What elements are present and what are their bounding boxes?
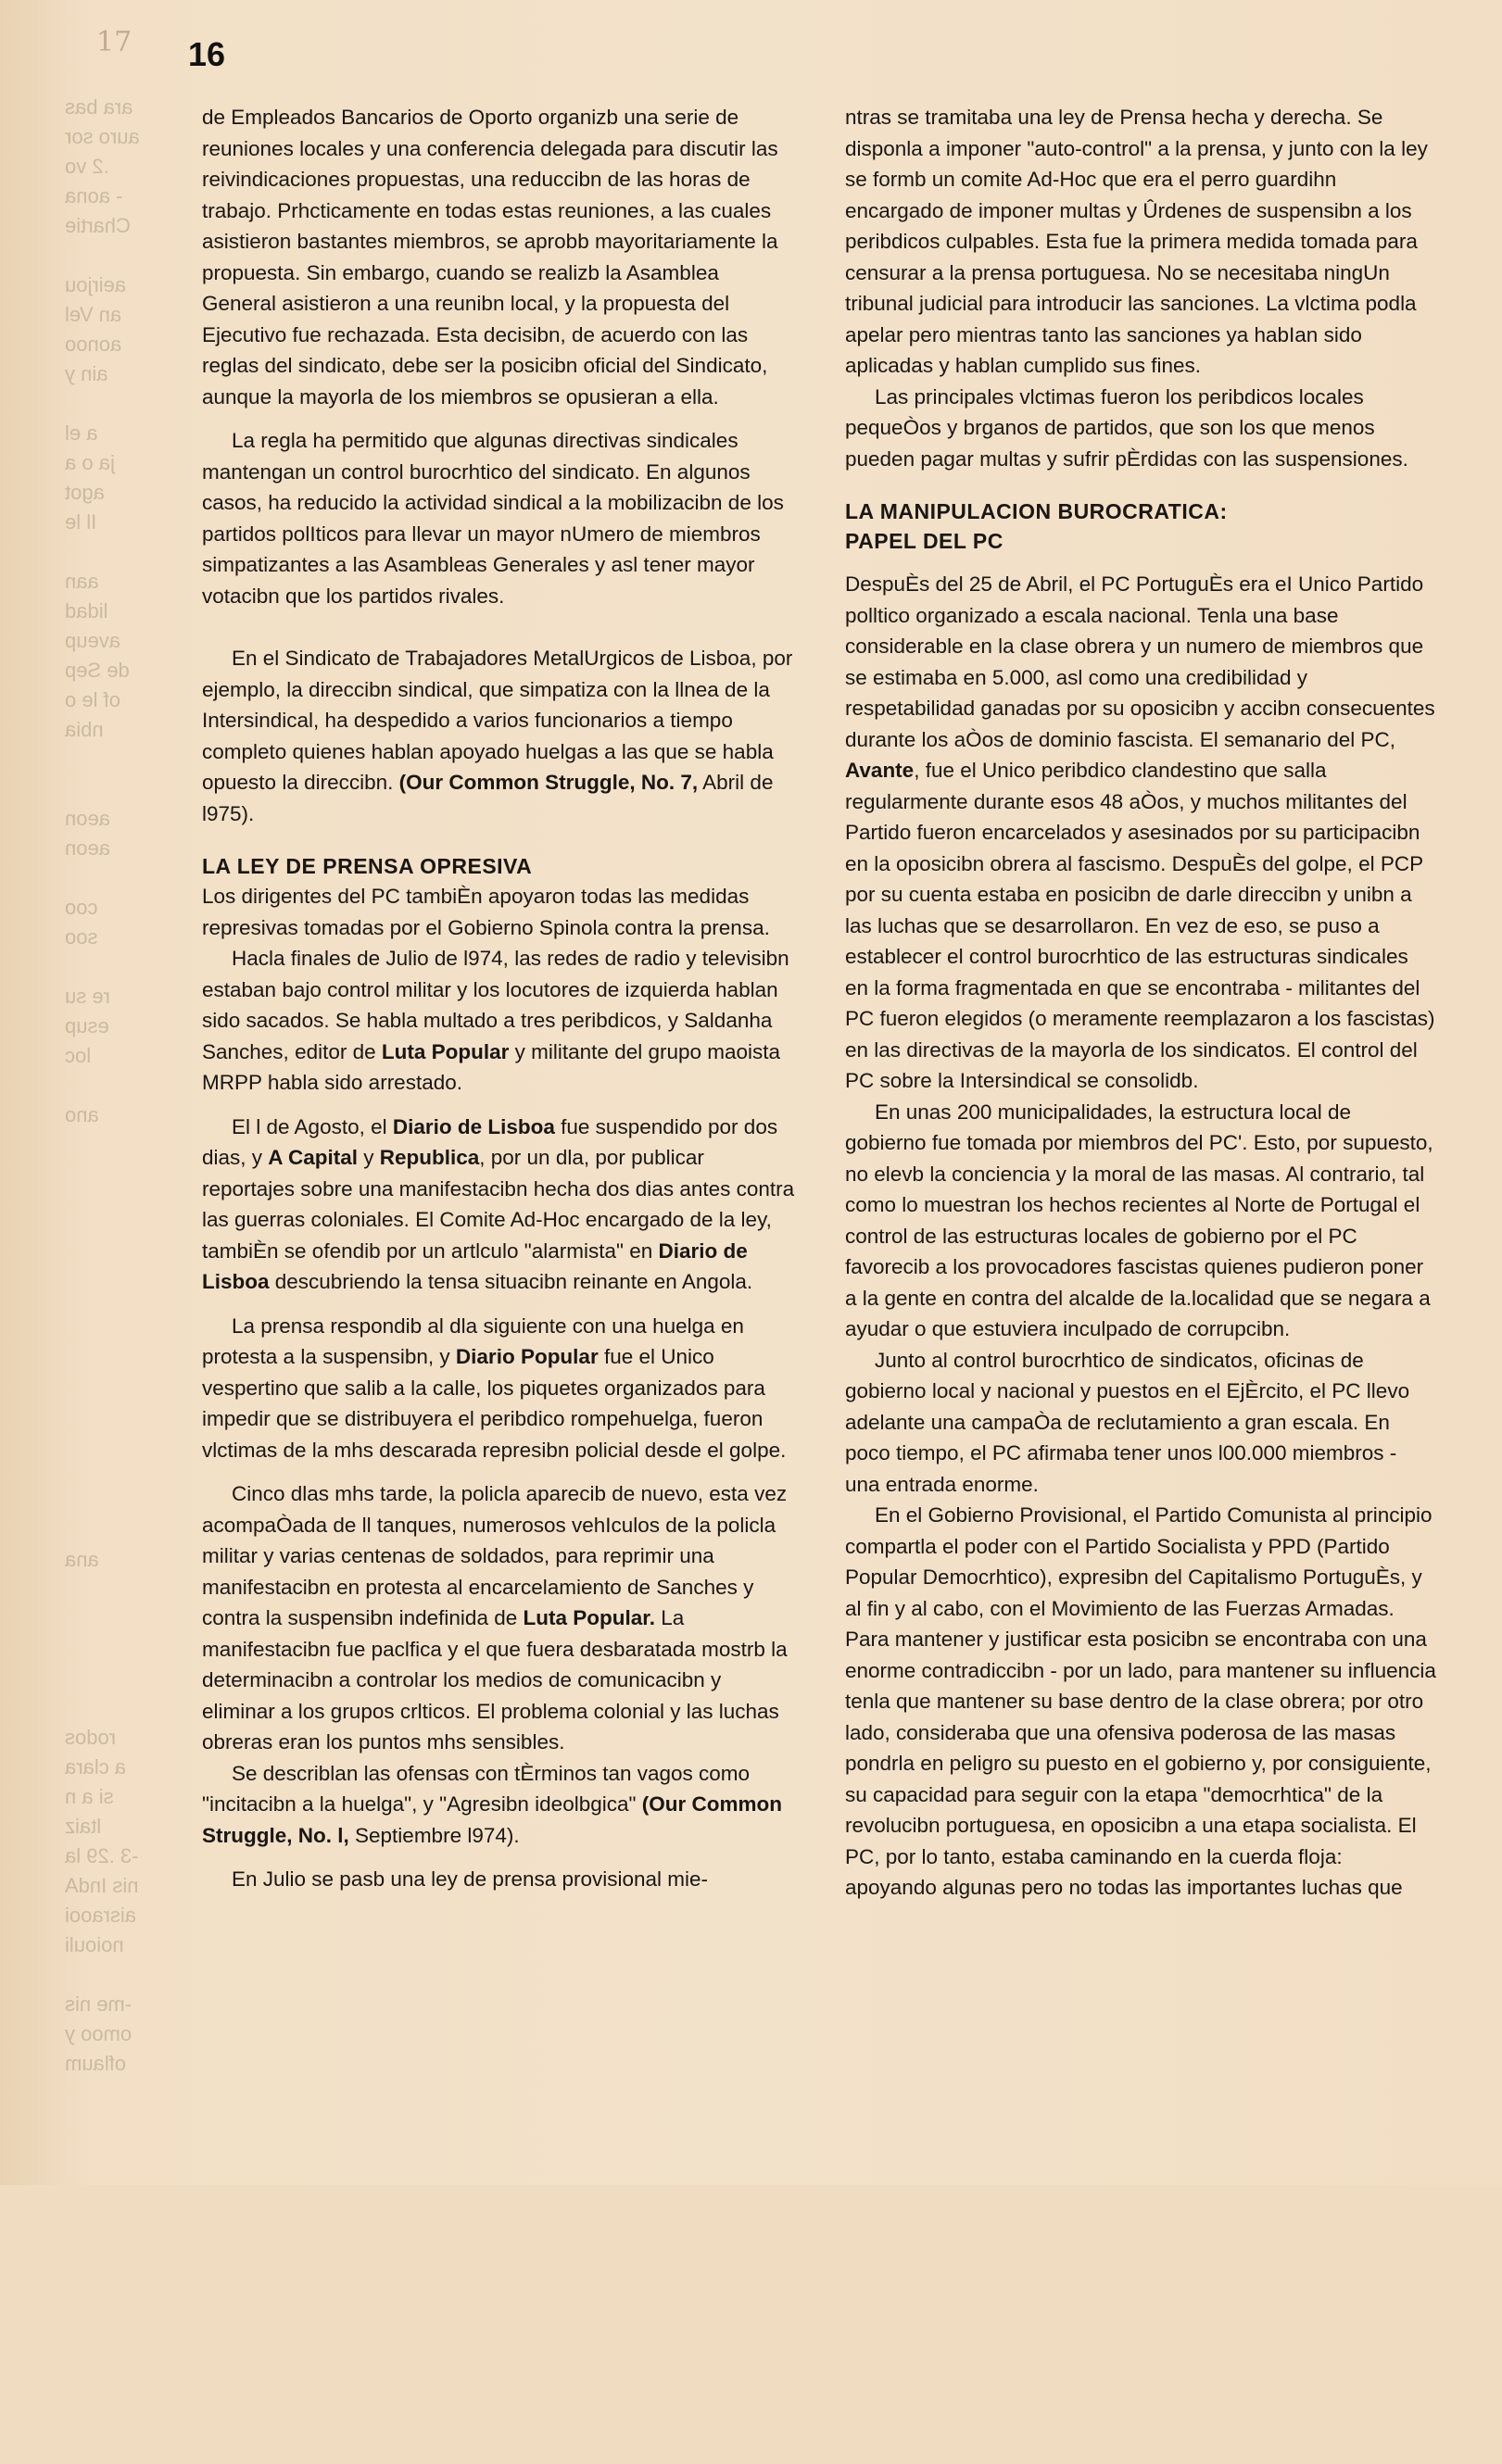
bleed-line: a el (65, 421, 98, 445)
paragraph (202, 425, 795, 611)
bold-run: Luta Popular (381, 1039, 510, 1063)
bleed-line (65, 1960, 176, 1990)
bleed-line: nis IndA (65, 1874, 139, 1897)
bleed-line (65, 1397, 176, 1427)
bleed-line: aveup (65, 629, 120, 652)
bleed-line: noiouli (65, 1933, 124, 1956)
text-run: Hacla finales de Julio de l974, las redes de radio y televisibn estaban bajo control militar y los locutores de izquierda hablan sido sacados. Se habla multado a tres peribdicos, y Saldanha Sanches, editor de (202, 947, 789, 1063)
bleed-line: auro sor (65, 125, 140, 148)
bleed-line (65, 389, 176, 419)
bleed-line: ja o a (65, 451, 115, 474)
bleed-line: aeon (65, 807, 110, 830)
bleed-line: -me nis (65, 1993, 133, 2016)
bleed-line (65, 2168, 176, 2197)
bleed-line (65, 2434, 176, 2464)
section-heading: LA LEY DE PRENSA OPRESIVA (202, 854, 533, 878)
bleed-line: lidad (65, 599, 108, 622)
bleed-line (65, 241, 176, 270)
bleed-line (65, 1486, 176, 1515)
bleed-line: ain y (65, 362, 108, 385)
text-run: En el Sindicato de Trabajadores MetalUrgicos de Lisboa, por ejemplo, la direccibn sindical, que simpatiza con la llnea de la Intersindical, ha despedido a varios funcionarios a tiempo completo quienes hablan apoyado huelgas a las que se habla opuesto la direccibn. (202, 647, 793, 794)
text-run: Las principales vlctimas fueron los peribdicos locales pequeÒos y brganos de partidos, que son los que menos pueden pagar multas y sufrir pÈrdidas con las suspensiones. (845, 384, 1408, 471)
bold-run: Luta Popular. (523, 1606, 656, 1629)
bleed-line (65, 2345, 176, 2375)
paragraph (202, 943, 795, 1099)
text-run: y militante del grupo maoista MRPP habla sido arrestado. (202, 1039, 781, 1094)
paragraph (845, 1345, 1436, 1501)
bleed-line: de Sep (65, 659, 130, 682)
text-run: ntras se tramitaba una ley de Prensa hecha y derecha. Se disponla a imponer "auto-control" a la prensa, y junto con la ley se formb un comite Ad-Hoc que era el perro guardihn encargado de imponer multas y Ûrdenes de suspensibn a los peribdicos culpables. Esta fue la primera medida tomada para censurar a la prensa portuguesa. No se necesitaba ningUn tribunal judicial para introducir las sanciones. La vlctima podla apelar pero mientras tanto las sanciones ya habIan sido aplicadas y hablan cumplido sus fines. (845, 106, 1428, 377)
text-run: Cinco dlas mhs tarde, la policla aparecib de nuevo, esta vez acompaÒada de ll tanques, numerosos vehIculos de la policla militar y varias centenas de soldados, para reprimir una manifestacibn en protesta al encarcelamiento de Sanches y contra la suspensibn indefinida de (202, 1482, 788, 1629)
bleed-line: soo (65, 925, 98, 949)
bleed-line (65, 2079, 176, 2108)
paragraph (202, 881, 795, 943)
bleed-line (65, 1515, 176, 1545)
bleed-line: aeon (65, 836, 110, 860)
bleed-line: Chartie (65, 214, 131, 237)
left-column (202, 102, 795, 1895)
paragraph (202, 1758, 795, 1852)
paragraph (202, 643, 795, 829)
page-number: 16 (188, 35, 226, 73)
paragraph (202, 102, 795, 412)
bleed-line: an Vel (65, 303, 122, 326)
bleed-line (65, 1575, 176, 1604)
bleed-line (65, 1664, 176, 1693)
text-run: La regla ha permitido que algunas directivas sindicales mantengan un control burocrhtico del sindicato. En algunos casos, ha reducido la actividad sindical a la mobilizacibn de los partidos polIticos para llevar un mayor nUmero de miembros simpatizantes a las Asambleas Generales y asl tener mayor votacibn que los partidos rivales. (202, 429, 784, 608)
bold-run: Diario de Lisboa (202, 1238, 748, 1293)
text-run: En unas 200 municipalidades, la estructura local de gobierno fue tomada por miembros del PC'. Esto, por supuesto, no elevb la conciencia y la moral de las masas. Al contrario, tal como lo muestran los hechos recientes al Norte de Portugal el control de las estructuras locales de gobierno por el PC favorecib a los provocadores fascistas quienes pudieron poner a la gente en contra del alcalde de la.localidad que se negara a ayudar o que estuviera inculpado de corrupcibn. (845, 1100, 1433, 1340)
bleed-line (65, 2375, 176, 2405)
text-run: El l de Agosto, el (232, 1114, 393, 1138)
text-run: DespuÈs del 25 de Abril, el PC PortuguÈs era eI Unico Partido polltico organizado a escala nacional. Tenla una base considerable en la clase obrera y un numero de miembros que se estimaba en 5.000, asl como una credibilidad y respetabilidad ganadas por su oposicibn y accibn consecuentes durante los aÒos de dominio fascista. El semanario del PC, (845, 572, 1435, 751)
bleed-line (65, 2405, 176, 2434)
bleed-line: omoo y (65, 2022, 133, 2045)
bleed-line (65, 1634, 176, 1664)
text-run: , por un dla, por publicar reportajes sobre una manifestacibn hecha dos dias antes contra las guerras coloniales. El Comite Ad-Hoc encargado de la ley, tambiÈn se ofendib por un artlculo "alarmista" en (202, 1146, 795, 1263)
bleed-line (65, 1189, 176, 1219)
bleed-line: re su (65, 985, 110, 1008)
bleed-line: aan (65, 570, 99, 593)
bleed-line (65, 2227, 176, 2257)
bleed-line: .2 vo (65, 155, 109, 178)
bleed-line (65, 1427, 176, 1456)
text-run: de Empleados Bancarios de Oporto organizb una serie de reuniones locales y una conferencia delegada para discutir las reivindicaciones propuestas, una reduccibn de las horas de trabajo. Prhcticamente en todas estas reuniones, a las cuales asistieron bastantes miembros, se aprobb mayoritariamente la propuesta. Sin embargo, cuando se realizb la Asamblea General asistieron a una reunibn local, y la propuesta del Ejecutivo fue rechazada. Esta decisibn, de acuerdo con las reglas del sindicato, debe ser la posicibn oficial del Sindicato, aunque la mayorla de los miembros se opusieran a ella. (202, 106, 778, 409)
scan-mark: 17 (96, 26, 133, 58)
text-run: Los dirigentes del PC tambiÈn apoyaron todas las medidas represivas tomadas por el Gobierno Spinola contra la prensa. (202, 885, 770, 939)
bold-run: Republica (379, 1146, 480, 1169)
bleed-line (65, 1219, 176, 1249)
bold-run: Diario Popular (455, 1345, 599, 1368)
text-run: La prensa respondib al dla siguiente con una huelga en protesta a la suspensibn, y (202, 1314, 744, 1368)
text-run: fue suspendido por dos dias, y (202, 1114, 778, 1169)
bold-run: A Capital (268, 1146, 358, 1169)
bleed-line (65, 952, 176, 982)
bleed-line: rodos (65, 1726, 117, 1749)
text-run: Abril de l975). (202, 771, 774, 825)
bleed-line (65, 774, 176, 804)
bleed-line: coo (65, 896, 98, 919)
bleed-line: -3 .29 la (65, 1844, 139, 1867)
bold-run: (Our Common Struggle, No. 7, (398, 771, 699, 794)
bleed-line: esup (65, 1014, 109, 1037)
bleed-line (65, 863, 176, 893)
bleed-line (65, 1604, 176, 1634)
bleed-line (65, 1130, 176, 1160)
bleed-line (65, 1693, 176, 1723)
paragraph (845, 102, 1436, 382)
bleed-line (65, 1367, 176, 1397)
paragraph (202, 1112, 795, 1298)
bleed-through-text (65, 93, 176, 2075)
bleed-line (65, 2138, 176, 2168)
text-run: Junto al control burocrhtico de sindicatos, oficinas de gobierno local y nacional y puestos en el EjÈrcito, el PC llevo adelante una campaÒa de reclutamiento a gran escala. En poco tiempo, el PC afirmaba tener unos l00.000 miembros - una entrada enorme. (845, 1348, 1410, 1496)
text-run: y (357, 1146, 380, 1169)
bleed-line: aeirjou (65, 273, 127, 296)
bleed-line: nbia (65, 718, 104, 741)
section-subheading: PAPEL DEL PC (845, 529, 1003, 553)
bleed-line: aonoo (65, 333, 122, 356)
paragraph (202, 1864, 795, 1895)
text-run: , fue el Unico peribdico clandestino que salla regularmente durante esos 48 aÒos, y muchos militantes del Partido fueron encarcelados y asesinados por su participacibn en la oposicibn obrera al fascismo. DespuÈs del golpe, el PCP por su cuenta estaba en posicibn de darle direccibn y unibn a las luchas que se desarrollaron. En vez de eso, se puso a establecer el control burocrhtico de las estructuras sindicales en la forma fragmentada en que se encontraba - militantes del PC fueron elegidos (o meramente reemplazaron a los fascistas) en las directivas de la mayorla de los sindicatos. El control del PC sobre la Intersindical se consolidb. (845, 759, 1435, 1092)
bleed-line: agot (65, 481, 105, 504)
bleed-line (65, 1308, 176, 1338)
bleed-line: aisraooi (65, 1904, 137, 1927)
text-run: fue el Unico vespertino que salib a la calle, los piquetes organizados para impedir que se distribuyera el peribdico rompehuelga, fueron vlctimas de la mhs descarada represibn policial desde el golpe. (202, 1345, 787, 1462)
bleed-line: Il le (65, 510, 97, 534)
paragraph (845, 382, 1436, 475)
right-column (845, 102, 1436, 1904)
paragraph (202, 1478, 795, 1758)
bleed-line (65, 1160, 176, 1189)
bleed-line: - aona (65, 184, 123, 207)
bleed-line (65, 1278, 176, 1308)
bleed-line: of le o (65, 688, 120, 711)
bleed-line (65, 2286, 176, 2316)
text-run: La manifestacibn fue paclfica y el que fuera desbaratada mostrb la determinacibn a controlar los medios de comunicacibn y eliminar a los grupos crlticos. El problema colonial y las luchas obreras eran los puntos mhs sensibles. (202, 1606, 788, 1754)
bleed-line: ltaiz (65, 1815, 102, 1838)
bleed-line: ano (65, 1103, 99, 1126)
paragraph (202, 1311, 795, 1466)
bleed-line (65, 1456, 176, 1486)
bleed-line: oflaum (65, 2052, 127, 2075)
text-run: descubriendo la tensa situacibn reinante en Angola. (269, 1270, 753, 1293)
paragraph (845, 1500, 1436, 1904)
bleed-line (65, 1249, 176, 1278)
bleed-line (65, 537, 176, 567)
bleed-line (65, 2316, 176, 2345)
text-run: En el Gobierno Provisional, el Partido Comunista al principio compartla el poder con el Partido Socialista y PPD (Partido Popular Democrhtico), expresibn del Capitalismo PortuguÈs, y al fin y al cabo, con el Movimiento de las Fuerzas Armadas. Para mantener y justificar esta posicibn se encontraba con una enorme contradiccibn - por un lado, para mantener su influencia tenla que mantener su base dentro de la clase obrera; por otro lado, consideraba que una ofensiva poderosa de las masas pondrla en peligro su puesto en el gobierno y, por consiguiente, su capacidad para seguir con la etapa "democrhtica" de la revolucibn portuguesa, en oposicibn a una etapa socialista. El PC, por lo tanto, estaba caminando en la cuerda floja: apoyando algunas pero no todas las importantes luchas que (845, 1503, 1436, 1899)
bleed-line (65, 1338, 176, 1367)
text-run: Se describlan las ofensas con tÈrminos tan vagos como "incitacibn a la huelga", y "Agresibn ideolbgica" (202, 1761, 751, 1816)
text-run: En Julio se pasb una ley de prensa provisional mie- (232, 1867, 709, 1891)
bleed-line: ara bas (65, 95, 133, 119)
text-run: Septiembre l974). (348, 1823, 520, 1847)
bleed-line: loc (65, 1044, 92, 1067)
paragraph (845, 569, 1436, 1097)
bleed-line (65, 2108, 176, 2138)
bleed-line (65, 1071, 176, 1100)
bleed-line: ana (65, 1548, 99, 1571)
bleed-line: a clara (65, 1755, 127, 1779)
bold-run: (Our Common Struggle, No. l, (202, 1792, 782, 1847)
bleed-line: si a n (65, 1785, 114, 1808)
bold-run: Avante (845, 759, 915, 782)
section-heading: LA MANIPULACION BUROCRATICA: (845, 499, 1228, 523)
bold-run: Diario de Lisboa (392, 1114, 555, 1138)
bleed-line (65, 745, 176, 774)
bleed-line (65, 2257, 176, 2286)
bleed-line (65, 2197, 176, 2227)
paragraph (845, 1097, 1436, 1345)
